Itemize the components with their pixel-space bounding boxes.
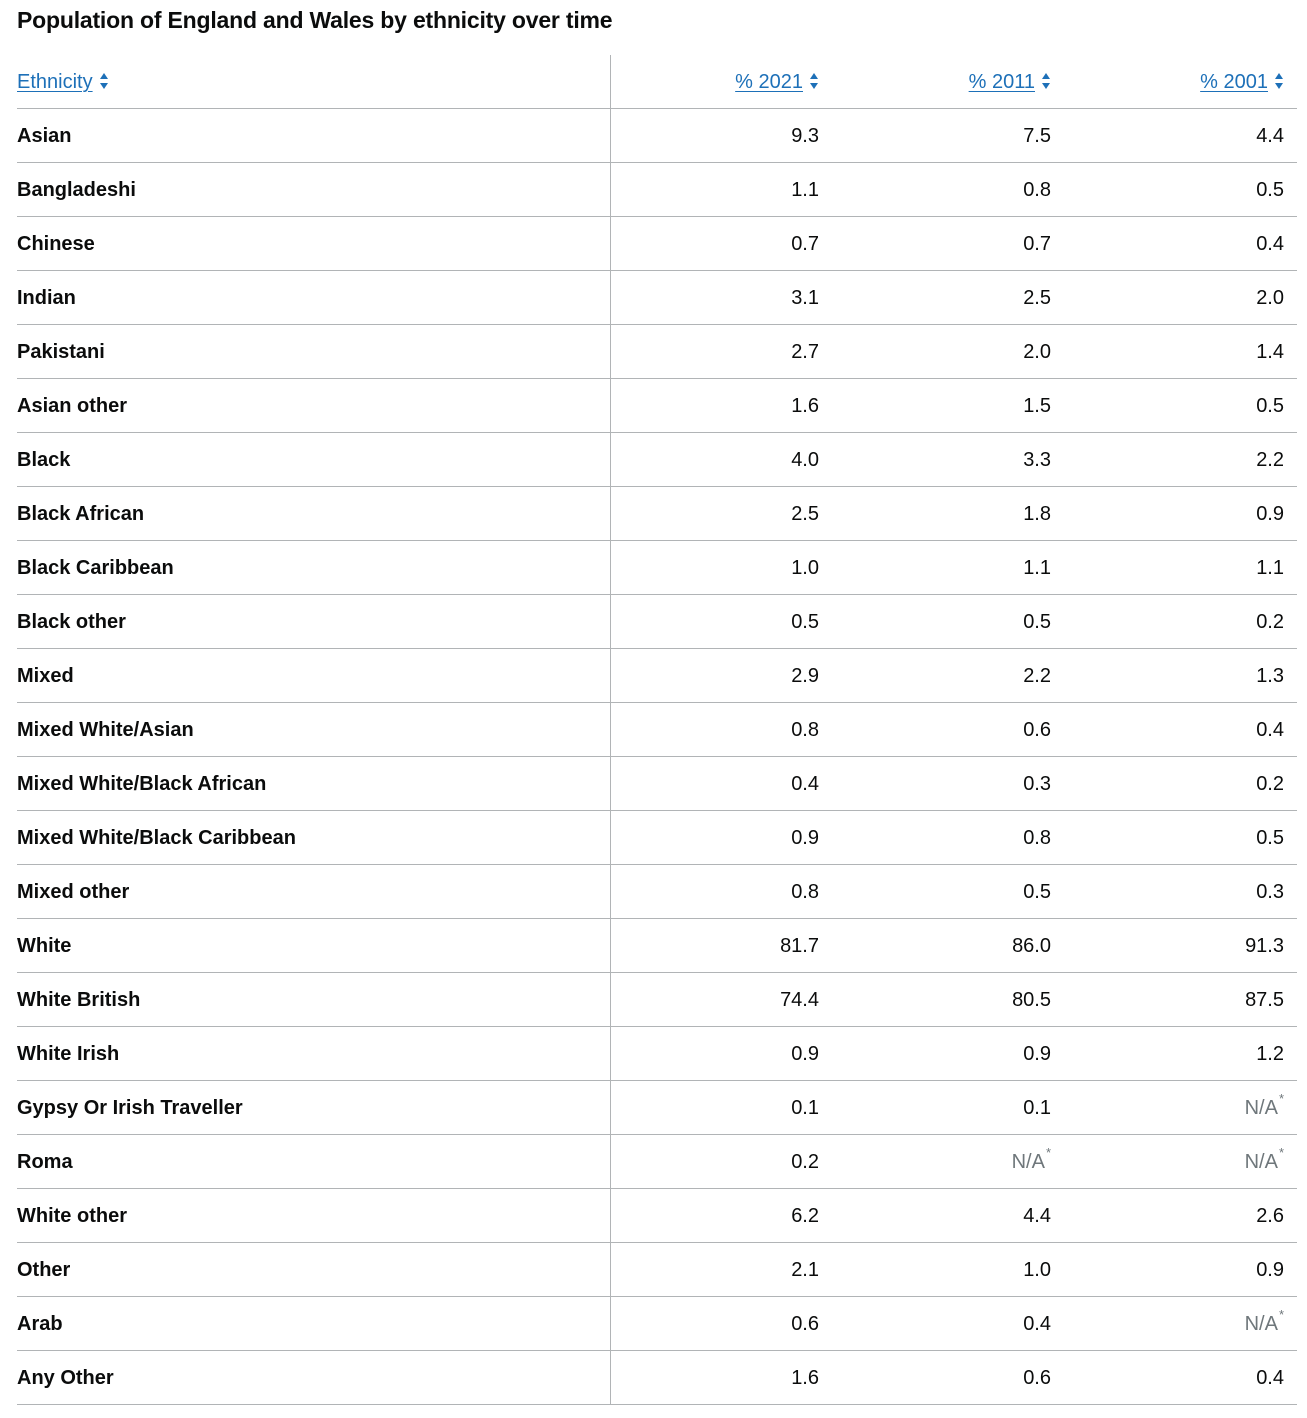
sort-2021-button[interactable]: % 2021 [735, 70, 803, 93]
ethnicity-cell: Mixed White/Asian [17, 703, 610, 757]
not-available-text: N/A [1244, 1312, 1278, 1335]
value-cell-2001: 87.5 [1064, 973, 1297, 1027]
value-cell-2001: 0.4 [1064, 703, 1297, 757]
table-row [17, 1351, 1297, 1405]
value-cell-2011: 0.9 [832, 1027, 1064, 1081]
table-row [17, 217, 1297, 271]
value-cell-2011: 1.0 [832, 1243, 1064, 1297]
ethnicity-cell: Bangladeshi [17, 163, 610, 217]
footnote-marker: * [1045, 1144, 1051, 1160]
column-header-2011 [832, 55, 1064, 109]
ethnicity-cell: Arab [17, 1297, 610, 1351]
ethnicity-cell: Pakistani [17, 325, 610, 379]
value-cell-2021: 4.0 [610, 433, 832, 487]
value-cell-2001 [1064, 1081, 1297, 1135]
value-cell-2001: 0.5 [1064, 811, 1297, 865]
ethnicity-cell: Any Other [17, 1351, 610, 1405]
table-row [17, 325, 1297, 379]
value-cell-2021: 0.8 [610, 865, 832, 919]
sort-ethnicity-button[interactable]: Ethnicity [17, 70, 93, 93]
ethnicity-cell: Mixed other [17, 865, 610, 919]
not-available-value [1244, 1090, 1284, 1119]
value-cell-2011: 86.0 [832, 919, 1064, 973]
value-cell-2011: 0.8 [832, 163, 1064, 217]
table-row [17, 865, 1297, 919]
not-available-value [1244, 1306, 1284, 1335]
sort-arrows-icon[interactable] [1274, 72, 1284, 90]
value-cell-2001: 2.2 [1064, 433, 1297, 487]
sort-arrows-icon[interactable] [809, 72, 819, 90]
ethnicity-cell: Chinese [17, 217, 610, 271]
sort-2001-button[interactable]: % 2001 [1200, 70, 1268, 93]
not-available-text: N/A [1244, 1096, 1278, 1119]
not-available-value [1244, 1144, 1284, 1173]
not-available-text: N/A [1244, 1150, 1278, 1173]
table-body [17, 109, 1297, 1405]
value-cell-2001: 0.9 [1064, 487, 1297, 541]
value-cell-2011: 3.3 [832, 433, 1064, 487]
value-cell-2021: 2.5 [610, 487, 832, 541]
value-cell-2001: 1.3 [1064, 649, 1297, 703]
footnote-marker: * [1278, 1090, 1284, 1106]
value-cell-2001: 1.2 [1064, 1027, 1297, 1081]
value-cell-2021: 3.1 [610, 271, 832, 325]
value-cell-2021: 0.5 [610, 595, 832, 649]
value-cell-2001: 0.4 [1064, 1351, 1297, 1405]
table-caption: Population of England and Wales by ethnicity over time [17, 7, 613, 33]
value-cell-2011: 0.3 [832, 757, 1064, 811]
value-cell-2011: 0.7 [832, 217, 1064, 271]
ethnicity-cell: Black other [17, 595, 610, 649]
sort-arrows-icon[interactable] [99, 72, 109, 90]
ethnicity-cell: White other [17, 1189, 610, 1243]
ethnicity-table [17, 55, 1297, 1405]
ethnicity-cell: Black Caribbean [17, 541, 610, 595]
ethnicity-cell: Indian [17, 271, 610, 325]
table-row [17, 919, 1297, 973]
value-cell-2011 [832, 1135, 1064, 1189]
table-row [17, 1297, 1297, 1351]
table-row [17, 1081, 1297, 1135]
table-row [17, 703, 1297, 757]
header-row [17, 55, 1297, 109]
table-row [17, 1135, 1297, 1189]
value-cell-2001: 1.1 [1064, 541, 1297, 595]
value-cell-2021: 0.8 [610, 703, 832, 757]
value-cell-2021: 6.2 [610, 1189, 832, 1243]
ethnicity-cell: Black [17, 433, 610, 487]
value-cell-2011: 0.1 [832, 1081, 1064, 1135]
value-cell-2021: 1.6 [610, 379, 832, 433]
column-header-2021 [610, 55, 832, 109]
table-row [17, 487, 1297, 541]
value-cell-2011: 1.1 [832, 541, 1064, 595]
ethnicity-cell: Black African [17, 487, 610, 541]
not-available-text: N/A [1011, 1150, 1045, 1173]
value-cell-2021: 74.4 [610, 973, 832, 1027]
value-cell-2011: 2.0 [832, 325, 1064, 379]
table-row [17, 1243, 1297, 1297]
column-header-2001 [1064, 55, 1297, 109]
table-row [17, 757, 1297, 811]
value-cell-2011: 0.5 [832, 865, 1064, 919]
value-cell-2011: 0.5 [832, 595, 1064, 649]
sort-2011-button[interactable]: % 2011 [968, 70, 1035, 93]
value-cell-2021: 0.1 [610, 1081, 832, 1135]
value-cell-2011: 7.5 [832, 109, 1064, 163]
value-cell-2011: 0.8 [832, 811, 1064, 865]
table-row [17, 1189, 1297, 1243]
value-cell-2011: 1.5 [832, 379, 1064, 433]
footnote-marker: * [1278, 1306, 1284, 1322]
value-cell-2001: 2.0 [1064, 271, 1297, 325]
value-cell-2001: 0.5 [1064, 163, 1297, 217]
value-cell-2001 [1064, 1297, 1297, 1351]
value-cell-2011: 0.4 [832, 1297, 1064, 1351]
table-row [17, 379, 1297, 433]
table-row [17, 811, 1297, 865]
value-cell-2021: 81.7 [610, 919, 832, 973]
value-cell-2001: 0.2 [1064, 757, 1297, 811]
footnote-marker: * [1278, 1144, 1284, 1160]
value-cell-2001: 0.4 [1064, 217, 1297, 271]
value-cell-2001: 0.2 [1064, 595, 1297, 649]
ethnicity-cell: Gypsy Or Irish Traveller [17, 1081, 610, 1135]
value-cell-2021: 0.7 [610, 217, 832, 271]
value-cell-2021: 1.1 [610, 163, 832, 217]
value-cell-2011: 2.5 [832, 271, 1064, 325]
value-cell-2021: 2.1 [610, 1243, 832, 1297]
ethnicity-cell: Roma [17, 1135, 610, 1189]
value-cell-2021: 0.9 [610, 1027, 832, 1081]
value-cell-2011: 0.6 [832, 1351, 1064, 1405]
value-cell-2021: 0.6 [610, 1297, 832, 1351]
value-cell-2011: 1.8 [832, 487, 1064, 541]
not-available-value [1011, 1144, 1051, 1173]
value-cell-2011: 4.4 [832, 1189, 1064, 1243]
value-cell-2011: 0.6 [832, 703, 1064, 757]
ethnicity-cell: Other [17, 1243, 610, 1297]
ethnicity-cell: White [17, 919, 610, 973]
table-row [17, 595, 1297, 649]
ethnicity-cell: Asian other [17, 379, 610, 433]
value-cell-2001: 0.3 [1064, 865, 1297, 919]
table-row [17, 649, 1297, 703]
ethnicity-cell: White British [17, 973, 610, 1027]
ethnicity-cell: Mixed [17, 649, 610, 703]
table-row [17, 433, 1297, 487]
table-row [17, 271, 1297, 325]
value-cell-2021: 0.4 [610, 757, 832, 811]
value-cell-2001: 1.4 [1064, 325, 1297, 379]
value-cell-2021: 1.6 [610, 1351, 832, 1405]
ethnicity-cell: Asian [17, 109, 610, 163]
value-cell-2021: 0.2 [610, 1135, 832, 1189]
value-cell-2001 [1064, 1135, 1297, 1189]
value-cell-2001: 91.3 [1064, 919, 1297, 973]
table-row [17, 1027, 1297, 1081]
value-cell-2021: 2.9 [610, 649, 832, 703]
value-cell-2011: 80.5 [832, 973, 1064, 1027]
table-row [17, 541, 1297, 595]
value-cell-2021: 2.7 [610, 325, 832, 379]
value-cell-2021: 0.9 [610, 811, 832, 865]
value-cell-2001: 4.4 [1064, 109, 1297, 163]
value-cell-2001: 0.9 [1064, 1243, 1297, 1297]
value-cell-2011: 2.2 [832, 649, 1064, 703]
ethnicity-cell: Mixed White/Black Caribbean [17, 811, 610, 865]
value-cell-2021: 9.3 [610, 109, 832, 163]
table-row [17, 973, 1297, 1027]
value-cell-2021: 1.0 [610, 541, 832, 595]
ethnicity-cell: White Irish [17, 1027, 610, 1081]
table-row [17, 163, 1297, 217]
ethnicity-cell: Mixed White/Black African [17, 757, 610, 811]
value-cell-2001: 0.5 [1064, 379, 1297, 433]
value-cell-2001: 2.6 [1064, 1189, 1297, 1243]
sort-arrows-icon[interactable] [1041, 72, 1051, 90]
table-row [17, 109, 1297, 163]
column-header-ethnicity [17, 55, 610, 109]
